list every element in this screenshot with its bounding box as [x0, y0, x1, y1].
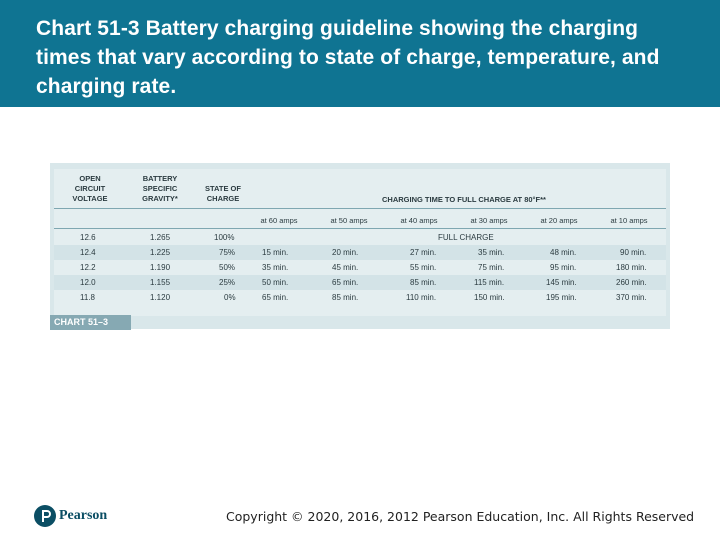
time-cell-10: 260 min.	[616, 278, 647, 287]
rate-header-50: at 50 amps	[330, 216, 368, 225]
state-cell: 0%	[224, 293, 236, 302]
slide-title: Chart 51-3 Battery charging guideline showing the charging times that vary according to state of charge, temperature, and charging rate.	[36, 17, 660, 98]
header-state-of-charge: STATE OF CHARGE	[205, 184, 241, 203]
time-cell-40: 55 min.	[410, 263, 437, 272]
charging-table	[54, 169, 666, 316]
chart-table-area	[54, 169, 666, 316]
copyright-notice: Copyright © 2020, 2016, 2012 Pearson Education, Inc. All Rights Reserved	[226, 509, 695, 524]
time-cell-60: 65 min.	[262, 293, 289, 302]
time-cell-30: 150 min.	[474, 293, 505, 302]
gravity-cell: 1.265	[150, 233, 171, 242]
voltage-cell: 11.8	[80, 293, 95, 302]
state-cell: 75%	[219, 248, 236, 257]
time-cell-60: 15 min.	[262, 248, 289, 257]
voltage-cell: 12.0	[80, 278, 96, 287]
rate-header-30: at 30 amps	[470, 216, 508, 225]
state-cell: 100%	[214, 233, 235, 242]
gravity-cell: 1.120	[150, 293, 171, 302]
header-specific-gravity: BATTERY SPECIFIC GRAVITY*	[142, 174, 178, 203]
voltage-cell: 12.2	[80, 263, 96, 272]
pearson-wordmark: Pearson	[59, 508, 108, 523]
table-row	[54, 245, 666, 260]
time-cell-40: 110 min.	[406, 293, 437, 302]
time-cell-40: 85 min.	[410, 278, 437, 287]
voltage-cell: 12.6	[80, 233, 96, 242]
time-cell-10: 90 min.	[620, 248, 647, 257]
pearson-p-icon	[34, 505, 56, 527]
header-charging-time: CHARGING TIME TO FULL CHARGE AT 80°F**	[382, 195, 546, 204]
chart-number-tag: CHART 51–3	[50, 315, 131, 330]
title-banner	[0, 0, 720, 107]
table-row	[54, 230, 666, 245]
table-row	[54, 275, 666, 290]
rate-header-10: at 10 amps	[610, 216, 648, 225]
time-cell-50: 85 min.	[332, 293, 359, 302]
subheader-divider	[54, 228, 666, 229]
charging-chart	[50, 163, 670, 329]
rate-header-20: at 20 amps	[540, 216, 578, 225]
time-cell-60: 50 min.	[262, 278, 289, 287]
table-row	[54, 260, 666, 275]
time-cell-30: 75 min.	[478, 263, 505, 272]
state-cell: 50%	[219, 263, 236, 272]
time-cell-50: 65 min.	[332, 278, 359, 287]
gravity-cell: 1.155	[150, 278, 171, 287]
header-divider	[54, 208, 666, 209]
voltage-cell: 12.4	[80, 248, 96, 257]
time-cell-20: 95 min.	[550, 263, 577, 272]
time-cell-10: 370 min.	[616, 293, 647, 302]
time-cell-10: 180 min.	[616, 263, 647, 272]
time-cell-20: 195 min.	[546, 293, 577, 302]
full-charge-cell: FULL CHARGE	[438, 233, 494, 242]
header-open-circuit-voltage: OPEN CIRCUIT VOLTAGE	[72, 174, 108, 203]
time-cell-20: 145 min.	[546, 278, 577, 287]
time-cell-50: 45 min.	[332, 263, 359, 272]
time-cell-30: 35 min.	[478, 248, 505, 257]
time-cell-20: 48 min.	[550, 248, 577, 257]
state-cell: 25%	[219, 278, 236, 287]
time-cell-60: 35 min.	[262, 263, 289, 272]
rate-header-40: at 40 amps	[400, 216, 438, 225]
time-cell-50: 20 min.	[332, 248, 359, 257]
gravity-cell: 1.190	[150, 263, 171, 272]
time-cell-30: 115 min.	[474, 278, 505, 287]
gravity-cell: 1.225	[150, 248, 171, 257]
table-row	[54, 290, 666, 305]
time-cell-40: 27 min.	[410, 248, 437, 257]
rate-header-60: at 60 amps	[260, 216, 298, 225]
